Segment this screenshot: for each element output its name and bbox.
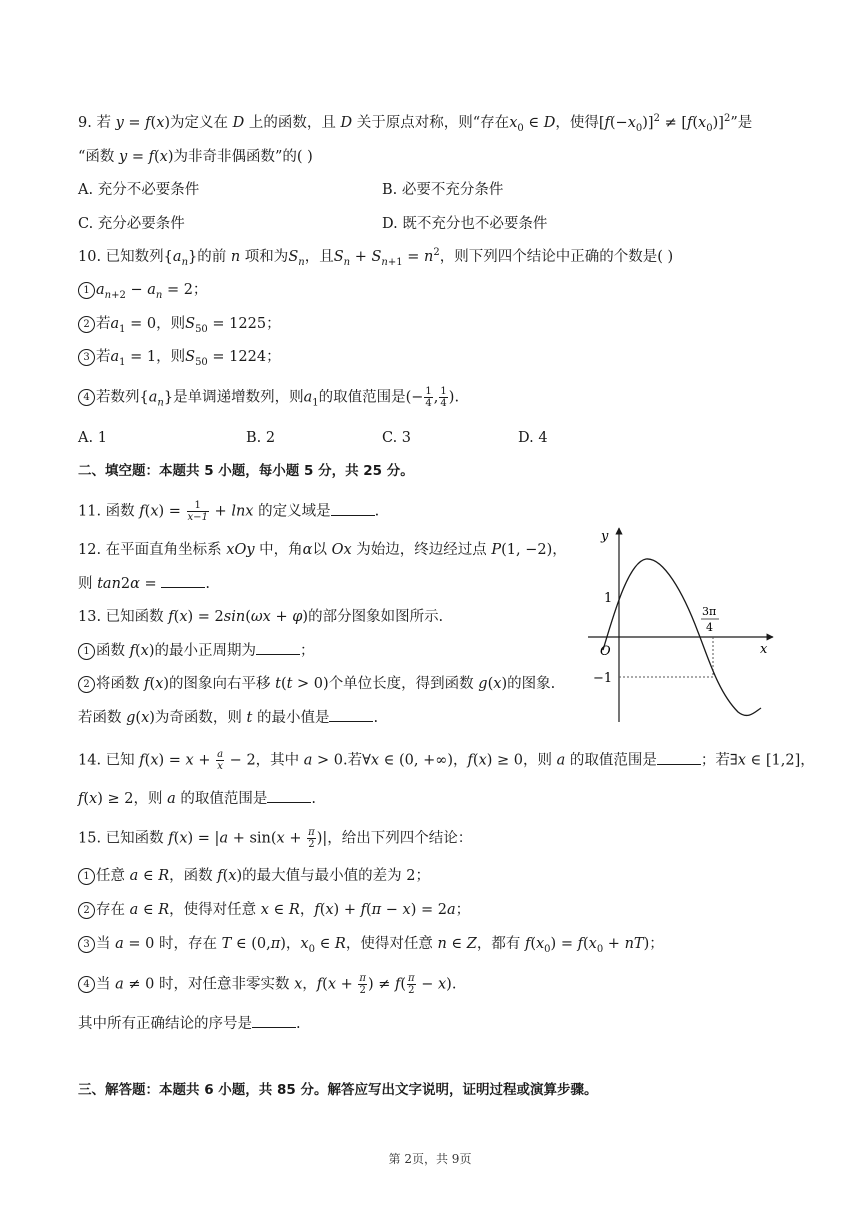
tick-label-1: 1 [604, 591, 613, 606]
q13-line1: 13. 已知函数 f(x) = 2sin(ωx + φ)的部分图象如图所示. [78, 609, 444, 625]
q9-stem-line2: “函数 y = f(x)为非奇非偶函数”的( ) [78, 149, 313, 165]
q15-claim-2: 2 存在 a ∈ R，使得对任意 x ∈ R，f(x) + f(π − x) = 2a； [78, 900, 470, 920]
q10-claim-1: 1 $a_{n+2} - a_n = 2$； [78, 280, 207, 300]
q10-claim-4: 4 若数列$\{a_n\}$是单调递增数列，则$a_1$的取值范围是(− $\frac{1}{4}$ , $\frac{1}{4}$ ). [78, 386, 459, 409]
q15-claim-3: 3 当 a = 0 时，存在 T ∈ (0,π)，$x_0$ ∈ R，使得对任意 n ∈ Z，都有 $f(x_0) = f(x_0 + nT)$； [78, 934, 664, 954]
q9-option-c: C. 充分必要条件 [78, 216, 185, 232]
tick-label-3pi-denominator: 4 [706, 621, 713, 634]
q13-function-graph [583, 522, 783, 727]
q9-option-b: B. 必要不充分条件 [382, 182, 504, 198]
q12-line1: 12. 在平面直角坐标系 xOy 中，角α以 Ox 为始边，终边经过点 P(1, −2)， [78, 542, 567, 558]
section2-heading: 二、填空题：本题共 5 小题，每小题 5 分，共 25 分。 [78, 463, 414, 479]
q14-line1: 14. 已知 f(x) = x + $\frac{a}{x}$ − 2，其中 a > 0.若∀x ∈ (0, +∞)，f(x) ≥ 0，则 a 的取值范围是 ；若∃x ∈ [1,2]， [78, 749, 815, 772]
q10-option-d: D. 4 [518, 430, 548, 446]
q9-stem-line1: 9. 若 y = f(x)为定义在 D 上的函数，且 D 关于原点对称，则“存在$x_0$ ∈ D，使得$[f(-x_0)]^2 \ne [f(x_0)]^2$”是 [78, 113, 753, 134]
q15-conclusion: 其中所有正确结论的序号是 . [78, 1016, 301, 1032]
tick-label-3pi-numerator: 3π [702, 605, 717, 618]
q10-stem: 10. 已知数列$\{a_n\}$的前 n 项和为$S_n$，且$S_n + S_{n+1} = n^2$，则下列四个结论中正确的个数是( ) [78, 247, 674, 268]
q13-line3: 2 将函数 f(x)的图象向右平移 t(t > 0)个单位长度，得到函数 g(x)的图象. [78, 674, 555, 694]
q15-stem: 15. 已知函数 f(x) = |a + sin(x + $\frac{\pi}{2}$ )|，给出下列四个结论： [78, 827, 473, 850]
q15-claim-4: 4 当 a ≠ 0 时，对任意非零实数 x，f(x + $\frac{\pi}{2}$ ) ≠ f( $\frac{\pi}{2}$ − x). [78, 973, 456, 996]
q10-claim-2: 2 若$a_1 = 0$，则$S_{50} = 1225$； [78, 314, 281, 334]
x-axis-label: x [760, 642, 768, 657]
section3-heading: 三、解答题：本题共 6 小题，共 85 分。解答应写出文字说明，证明过程或演算步骤。 [78, 1082, 598, 1098]
origin-label: O [600, 644, 611, 659]
q15-claim-1: 1 任意 a ∈ R，函数 f(x)的最大值与最小值的差为 2； [78, 866, 430, 886]
q11-text: 11. 函数 f(x) = $\frac{1}{x-1}$ + lnx 的定义域是 . [78, 500, 380, 523]
page-footer: 第 2页，共 9页 [388, 1152, 472, 1166]
q10-option-c: C. 3 [382, 430, 412, 446]
q10-option-a: A. 1 [78, 430, 107, 446]
q14-line2: f(x) ≥ 2，则 a 的取值范围是 . [78, 791, 316, 807]
tick-label-neg1: −1 [593, 671, 613, 686]
q10-option-b: B. 2 [246, 430, 276, 446]
q13-line2: 1 函数 f(x)的最小正周期为 ； [78, 641, 315, 661]
y-axis-label: y [601, 529, 609, 544]
q12-line2: 则 tan2α = . [78, 576, 210, 592]
q9-option-a: A. 充分不必要条件 [78, 182, 200, 198]
q10-claim-3: 3 若$a_1 = 1$，则$S_{50} = 1224$； [78, 347, 281, 367]
q9-option-d: D. 既不充分也不必要条件 [382, 216, 548, 232]
q13-line4: 若函数 g(x)为奇函数，则 t 的最小值是 . [78, 710, 379, 726]
